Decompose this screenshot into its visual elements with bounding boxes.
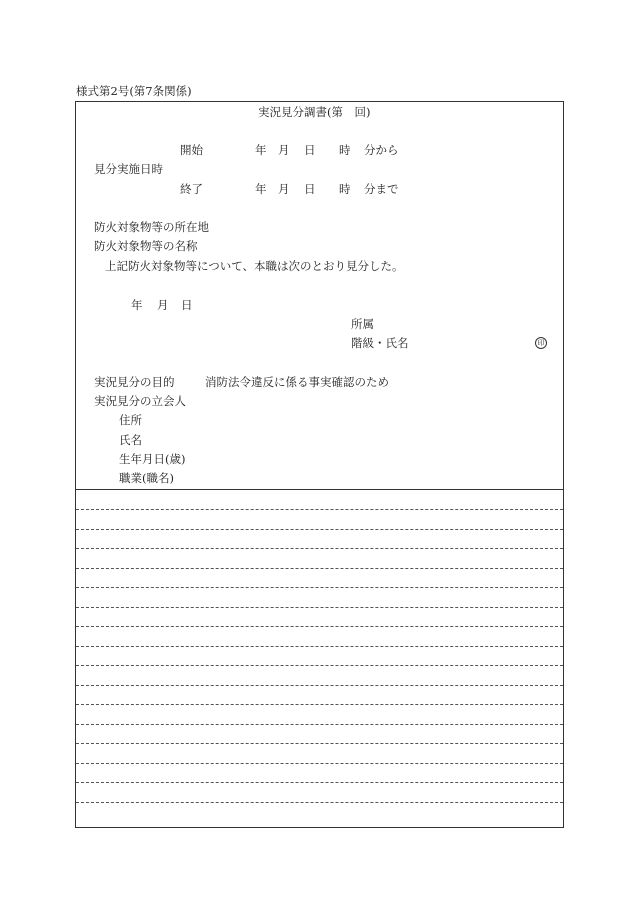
- ruled-line: [76, 548, 563, 549]
- rank-name-label: 階級・氏名: [351, 336, 409, 350]
- ruled-line: [76, 509, 563, 510]
- end-until: 分まで: [364, 182, 399, 196]
- ruled-line: [76, 646, 563, 647]
- start-month: 月: [278, 143, 290, 157]
- ruled-line: [76, 685, 563, 686]
- start-day: 日: [304, 143, 316, 157]
- witness-address-label: 住所: [119, 413, 142, 427]
- ruled-line: [76, 587, 563, 588]
- end-day: 日: [304, 182, 316, 196]
- ruled-line: [76, 782, 563, 783]
- affiliation-label: 所属: [351, 317, 374, 331]
- schedule-label: 見分実施日時: [94, 162, 163, 176]
- end-label: 終了: [180, 182, 203, 196]
- witness-dob-label: 生年月日(歳): [119, 452, 186, 466]
- location-label: 防火対象物等の所在地: [94, 220, 209, 234]
- ruled-line: [76, 626, 563, 627]
- ruled-line: [76, 724, 563, 725]
- date-month: 月: [157, 298, 169, 312]
- ruled-line: [76, 802, 563, 803]
- end-year: 年: [255, 182, 267, 196]
- form-number: 様式第2号(第7条関係): [76, 84, 192, 98]
- start-hour: 時: [339, 143, 351, 157]
- ruled-line: [76, 529, 563, 530]
- end-hour: 時: [339, 182, 351, 196]
- date-year: 年: [131, 298, 143, 312]
- date-day: 日: [181, 298, 193, 312]
- ruled-line: [76, 607, 563, 608]
- end-month: 月: [278, 182, 290, 196]
- ruled-line: [76, 665, 563, 666]
- name-label: 防火対象物等の名称: [94, 239, 198, 253]
- start-year: 年: [255, 143, 267, 157]
- witness-name-label: 氏名: [119, 433, 142, 447]
- ruled-line: [76, 743, 563, 744]
- purpose-value: 消防法令違反に係る事実確認のため: [205, 375, 389, 389]
- statement: 上記防火対象物等について、本職は次のとおり見分した。: [105, 259, 404, 273]
- seal-mark: 印: [535, 337, 547, 349]
- ruled-line: [76, 704, 563, 705]
- start-label: 開始: [180, 143, 203, 157]
- section-divider: [76, 489, 563, 490]
- start-from: 分から: [364, 143, 399, 157]
- witness-label: 実況見分の立会人: [94, 394, 186, 408]
- ruled-line: [76, 763, 563, 764]
- ruled-line: [76, 568, 563, 569]
- witness-occupation-label: 職業(職名): [119, 471, 174, 485]
- form-title: 実況見分調書(第 回): [258, 105, 371, 119]
- purpose-label: 実況見分の目的: [94, 375, 175, 389]
